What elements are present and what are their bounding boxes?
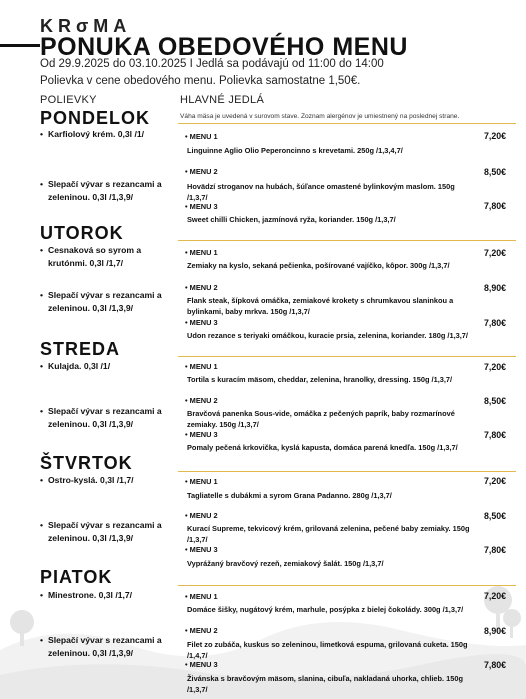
menu-label: • MENU 3	[185, 430, 218, 439]
menu-price: 7,20€	[483, 131, 506, 141]
mains-column-heading: HLAVNÉ JEDLÁ	[180, 94, 265, 106]
menu-description: Domáce šišky, nugátový krém, marhule, posýpka z bielej čokolády. 300g /1,3,7/	[187, 605, 464, 614]
soup-item: • Minestrone. 0,3l /1,7/	[40, 590, 133, 600]
soup-item: • Slepačí vývar s rezancami a zeleninou. 0,3l /1,3,9/	[40, 290, 162, 313]
menu-price: 8,50€	[483, 511, 506, 521]
soup-item: • Slepačí vývar s rezancami a zeleninou. 0,3l /1,3,9/	[40, 520, 162, 543]
soup-item: • Cesnaková so syrom a krutónmi. 0,3l /1,7/	[40, 245, 142, 268]
menu-price: 7,20€	[483, 362, 506, 372]
menu-description: Zemiaky na kyslo, sekaná pečienka, pošírované vajíčko, kôpor. 300g /1,3,7/	[187, 261, 450, 270]
menu-price: 7,80€	[483, 430, 506, 440]
menu-price: 8,50€	[483, 396, 506, 406]
day-divider	[178, 123, 516, 124]
menu-description: Živánska s bravčovým mäsom, slanina, cibuľa, nakladaná uhorka, chlieb. 150g /1,3,7/	[187, 674, 464, 694]
menu-price: 8,90€	[483, 283, 506, 293]
menu-label: • MENU 3	[185, 318, 218, 327]
day-heading: PONDELOK	[40, 108, 151, 128]
menu-label: • MENU 2	[185, 167, 218, 176]
day-divider	[178, 356, 516, 357]
date-time-info: Od 29.9.2025 do 03.10.2025 I Jedlá sa podávajú od 11:00 do 14:00	[40, 58, 384, 70]
menu-label: • MENU 1	[185, 592, 218, 601]
soups-column-heading: POLIEVKY	[40, 94, 97, 106]
menu-price: 7,80€	[483, 660, 506, 670]
soup-item: • Slepačí vývar s rezancami a zeleninou. 0,3l /1,3,9/	[40, 179, 162, 202]
menu-description: Vyprážaný bravčový rezeň, zemiakový šalát. 150g /1,3,7/	[187, 559, 384, 568]
day-divider	[178, 471, 516, 472]
menu-description: Tortila s kuracím mäsom, cheddar, zelenina, hranolky, dressing. 150g /1,3,7/	[187, 375, 453, 384]
menu-label: • MENU 2	[185, 626, 218, 635]
menu-label: • MENU 2	[185, 396, 218, 405]
day-heading: STREDA	[40, 339, 121, 359]
menu-label: • MENU 2	[185, 283, 218, 292]
menu-label: • MENU 2	[185, 511, 218, 520]
day-heading: ŠTVRTOK	[40, 453, 133, 473]
menu-label: • MENU 3	[185, 545, 218, 554]
menu-label: • MENU 1	[185, 132, 218, 141]
menu-price: 7,80€	[483, 545, 506, 555]
page-title: PONUKA OBEDOVÉHO MENU	[40, 33, 408, 61]
menu-price: 7,20€	[483, 476, 506, 486]
menu-price: 8,50€	[483, 167, 506, 177]
menu-description: Sweet chilli Chicken, jazmínová ryža, koriander. 150g /1,3,7/	[187, 215, 396, 224]
menu-price: 7,80€	[483, 201, 506, 211]
soup-item: • Slepačí vývar s rezancami a zeleninou. 0,3l /1,3,9/	[40, 635, 162, 658]
menu-label: • MENU 1	[185, 477, 218, 486]
menu-description: Kurací Supreme, tekvicový krém, grilovaná zelenina, pečené baby zemiaky. 150g /1,3,7/	[187, 524, 470, 544]
menu-description: Bravčová panenka Sous-vide, omáčka z pečených paprík, baby rozmarínové zemiaky. 150g /1,3,7/	[187, 409, 455, 429]
menu-description: Hovädzí stroganov na hubách, šúľance omastené bylinkovým maslom. 150g /1,3,7/	[187, 182, 455, 202]
title-accent-line	[0, 44, 40, 47]
menu-description: Pomaly pečená krkovička, kyslá kapusta, domáca parená knedľa. 150g /1,3,7/	[187, 443, 458, 452]
weight-allergen-note: Váha mäsa je uvedená v surovom stave. Zoznam alergénov je umiestnený na poslednej strane.	[180, 113, 460, 120]
day-divider	[178, 585, 516, 586]
day-heading: PIATOK	[40, 567, 113, 587]
menu-price: 8,90€	[483, 626, 506, 636]
soup-item: • Slepačí vývar s rezancami a zeleninou. 0,3l /1,3,9/	[40, 406, 162, 429]
menu-description: Filet zo zubáča, kuskus so zeleninou, limetková espuma, grilovaná cuketa. 150g /1,4,7/	[187, 640, 468, 660]
soup-item: • Ostro-kyslá. 0,3l /1,7/	[40, 475, 134, 485]
menu-label: • MENU 3	[185, 660, 218, 669]
day-heading: UTOROK	[40, 223, 124, 243]
menu-description: Flank steak, šípková omáčka, zemiakové krokety s chrumkavou slaninkou a bylinkami, baby mrkva. 150g /1,3,7/	[187, 296, 454, 316]
menu-price: 7,80€	[483, 318, 506, 328]
menu-label: • MENU 1	[185, 248, 218, 257]
soup-item: • Karfiolový krém. 0,3l /1/	[40, 129, 145, 139]
menu-label: • MENU 1	[185, 362, 218, 371]
brand-logo: KRσMA	[40, 16, 132, 36]
soup-item: • Kulajda. 0,3l /1/	[40, 361, 111, 371]
day-divider	[178, 240, 516, 241]
menu-description: Linguinne Aglio Olio Peperoncinno s krevetami. 250g /1,3,4,7/	[187, 146, 403, 155]
menu-price: 7,20€	[483, 248, 506, 258]
menu-price: 7,20€	[483, 591, 506, 601]
menu-label: • MENU 3	[185, 202, 218, 211]
soup-price-info: Polievka v cene obedového menu. Polievka samostatne 1,50€.	[40, 75, 361, 87]
menu-description: Tagliatelle s dubákmi a syrom Grana Padanno. 280g /1,3,7/	[187, 491, 392, 500]
menu-description: Udon rezance s teriyaki omáčkou, kuracie prsia, zelenina, koriander. 180g /1,3,7/	[187, 331, 468, 340]
